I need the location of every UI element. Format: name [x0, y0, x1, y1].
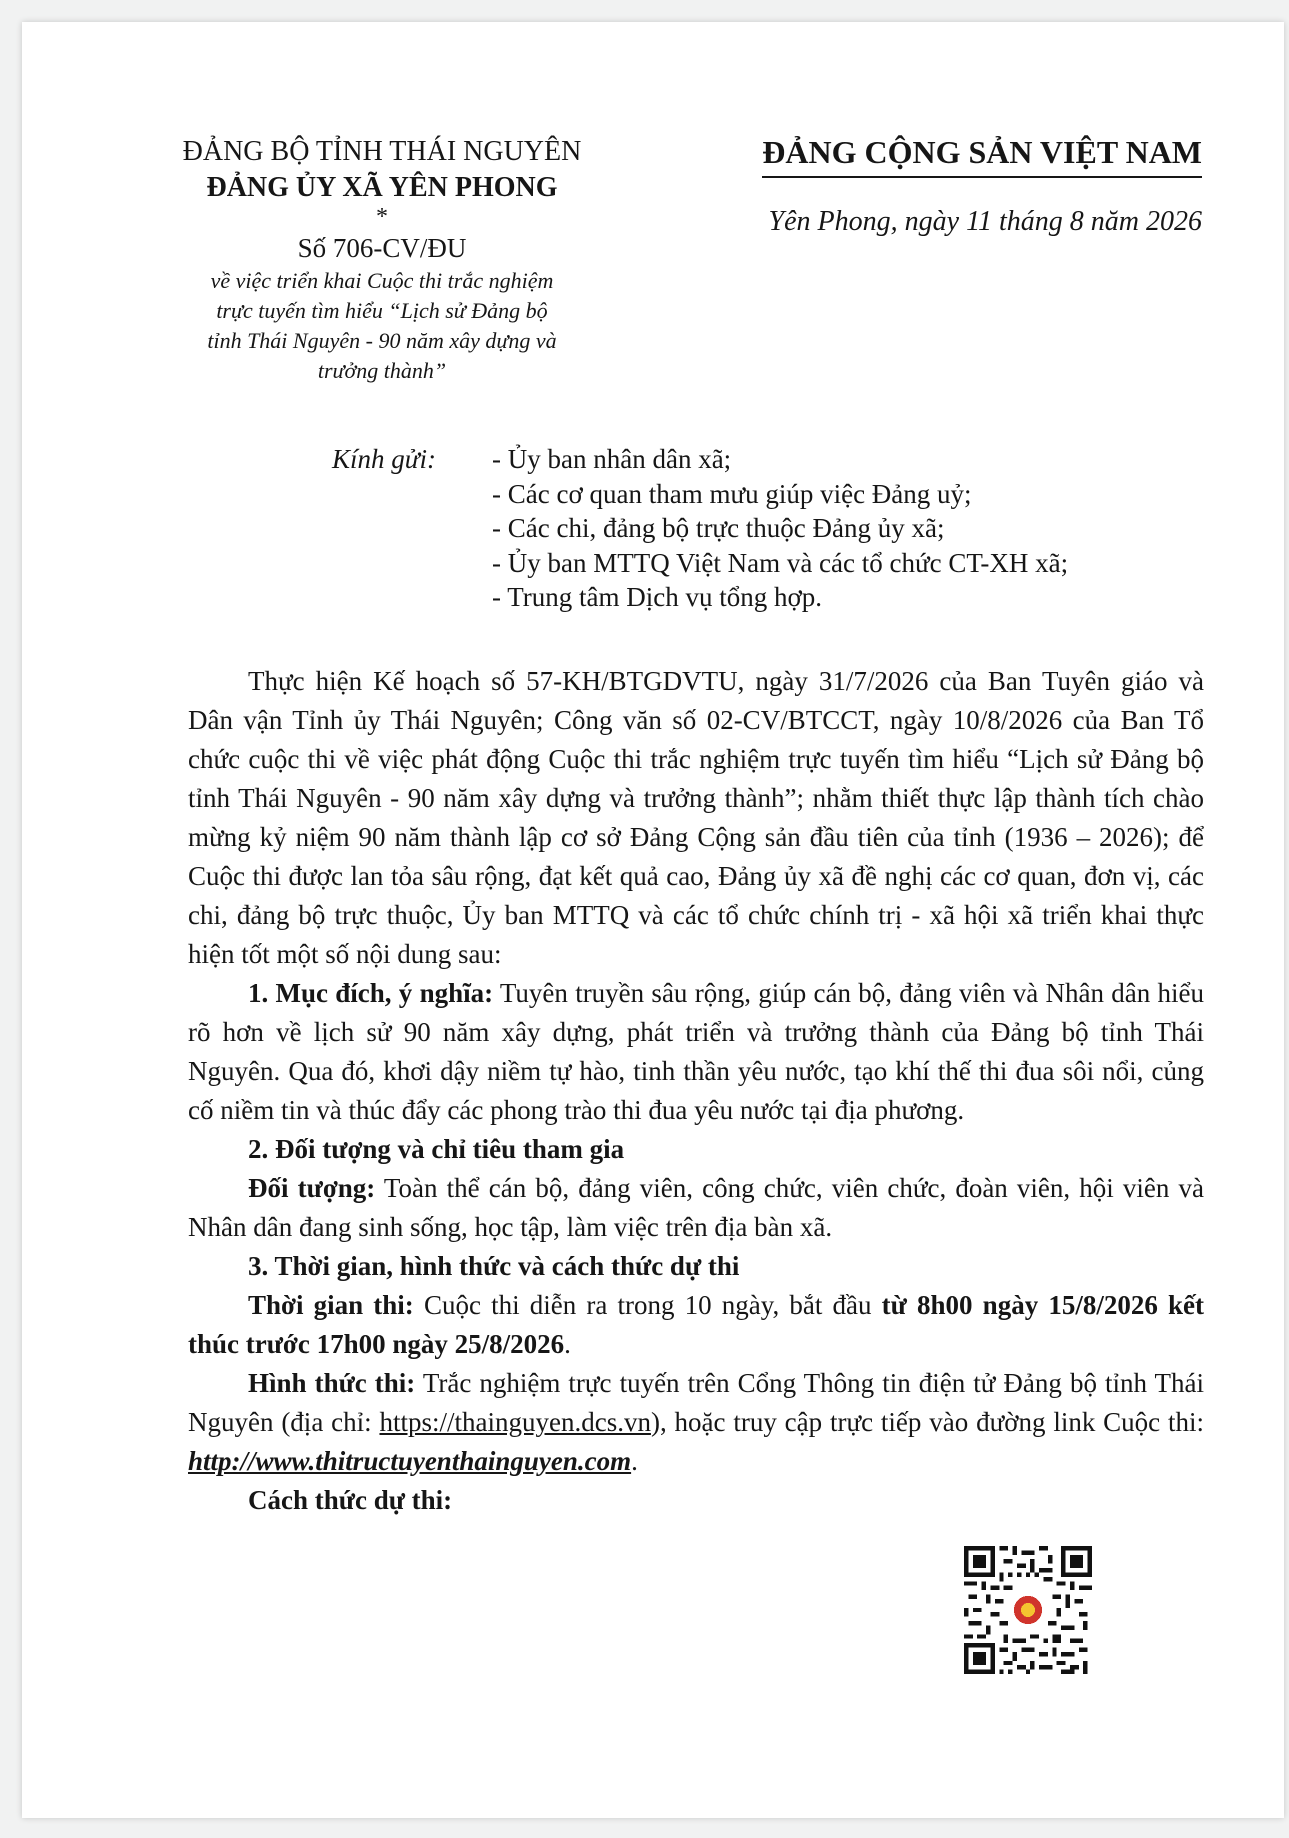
org-line-1: ĐẢNG BỘ TỈNH THÁI NGUYÊN — [182, 136, 582, 167]
document-page — [22, 22, 1284, 1818]
section-3-title: 3. Thời gian, hình thức và cách thức dự thi — [248, 1251, 740, 1281]
portal-link[interactable]: https://thainguyen.dcs.vn — [379, 1407, 651, 1437]
section-2-paragraph — [188, 1169, 1204, 1247]
star-mark: * — [376, 204, 388, 230]
recipient-item: - Các chi, đảng bộ trực thuộc Đảng ủy xã; — [492, 513, 945, 543]
method-label: Cách thức dự thi: — [248, 1485, 453, 1515]
org-line-2: ĐẢNG ỦY XÃ YÊN PHONG — [206, 172, 558, 203]
section-2-title: 2. Đối tượng và chỉ tiêu tham gia — [248, 1134, 625, 1164]
recipient-item: - Ủy ban MTTQ Việt Nam và các tổ chức CT-XH xã; — [492, 547, 1069, 578]
form-label: Hình thức thi: — [248, 1368, 416, 1398]
subject-line: trực tuyến tìm hiểu “Lịch sử Đảng bộ — [216, 298, 548, 323]
subject-line: trưởng thành” — [317, 358, 447, 383]
time-range: từ 8h00 ngày 15/8/2026 kết thúc trước 17h00 ngày 25/8/2026 — [188, 1290, 1204, 1359]
section-1 — [188, 974, 1204, 1130]
recipients-label: Kính gửi: — [332, 444, 436, 474]
form-end: . — [631, 1446, 638, 1476]
time-text: Cuộc thi diễn ra trong 10 ngày, bắt đầu — [413, 1290, 882, 1320]
form-paragraph — [188, 1364, 1289, 1481]
time-end: . — [564, 1329, 571, 1359]
form-text-1: Trắc nghiệm trực tuyến trên Cổng Thông tin điện tử Đảng bộ tỉnh Thái Nguyên (địa chỉ: — [188, 1368, 1205, 1437]
recipient-item: - Trung tâm Dịch vụ tổng hợp. — [492, 582, 823, 612]
doc-subject — [172, 266, 592, 386]
doc-number: Số 706-CV/ĐU — [297, 233, 467, 263]
qr-code-icon — [964, 1546, 1092, 1674]
place-date: Yên Phong, ngày 11 tháng 8 năm 2026 — [768, 206, 1202, 237]
intro-paragraph: Thực hiện Kế hoạch số 57-KH/BTGDVTU, ngày 31/7/2026 của Ban Tuyên giáo và Dân vận Tỉnh ủy Thái Nguyên; Công văn số 02-CV/BTCCT, ngày 10/8/2026 của Ban Tổ chức cuộc thi về việc phát động Cuộc thi trắc nghiệm trực tuyến tìm hiểu “Lịch sử Đảng bộ tỉnh Thái Nguyên - 90 năm xây dựng và trưởng thành”; nhằm thiết thực lập thành tích chào mừng kỷ niệm 90 năm thành lập cơ sở Đảng Cộng sản đầu tiên của tỉnh (1936 – 2026); để Cuộc thi được lan tỏa sâu rộng, đạt kết quả cao, Đảng ủy xã đề nghị các cơ quan, đơn vị, các chi, đảng bộ trực thuộc, Ủy ban MTTQ và các tổ chức chính trị - xã hội xã triển khai thực hiện tốt một số nội dung sau: — [188, 666, 1204, 969]
section-1-text: Tuyên truyền sâu rộng, giúp cán bộ, đảng viên và Nhân dân hiểu rõ hơn về lịch sử 90 năm xây dựng, phát triển và trưởng thành của Đảng bộ tỉnh Thái Nguyên. Qua đó, khơi dậy niềm tự hào, tinh thần yêu nước, tạo khí thế thi đua sôi nổi, củng cố niềm tin và thúc đẩy các phong trào thi đua yêu nước tại địa phương. — [188, 978, 1204, 1125]
header-right — [722, 132, 1202, 238]
form-text-2: ), hoặc truy cập trực tiếp vào đường link Cuộc thi: — [650, 1407, 1204, 1437]
header-left — [172, 134, 592, 386]
contest-link[interactable]: http://www.thitructuyenthainguyen.com — [188, 1446, 632, 1476]
time-label: Thời gian thi: — [248, 1290, 414, 1320]
recipient-item: - Các cơ quan tham mưu giúp việc Đảng uỷ; — [492, 478, 972, 509]
section-1-title: 1. Mục đích, ý nghĩa: — [248, 978, 494, 1008]
document-body — [188, 662, 1204, 1520]
subject-line: về việc triển khai Cuộc thi trắc nghiệm — [210, 268, 554, 293]
target-text: Toàn thể cán bộ, đảng viên, công chức, viên chức, đoàn viên, hội viên và Nhân dân đang sinh sống, học tập, làm việc trên địa bàn xã. — [188, 1173, 1205, 1242]
party-name: ĐẢNG CỘNG SẢN VIỆT NAM — [762, 132, 1202, 178]
time-paragraph — [188, 1286, 1204, 1364]
recipient-item: - Ủy ban nhân dân xã; — [492, 444, 732, 474]
subject-line: tỉnh Thái Nguyên - 90 năm xây dựng và — [207, 328, 557, 353]
recipients-list — [492, 442, 1068, 615]
target-label: Đối tượng: — [248, 1173, 376, 1203]
